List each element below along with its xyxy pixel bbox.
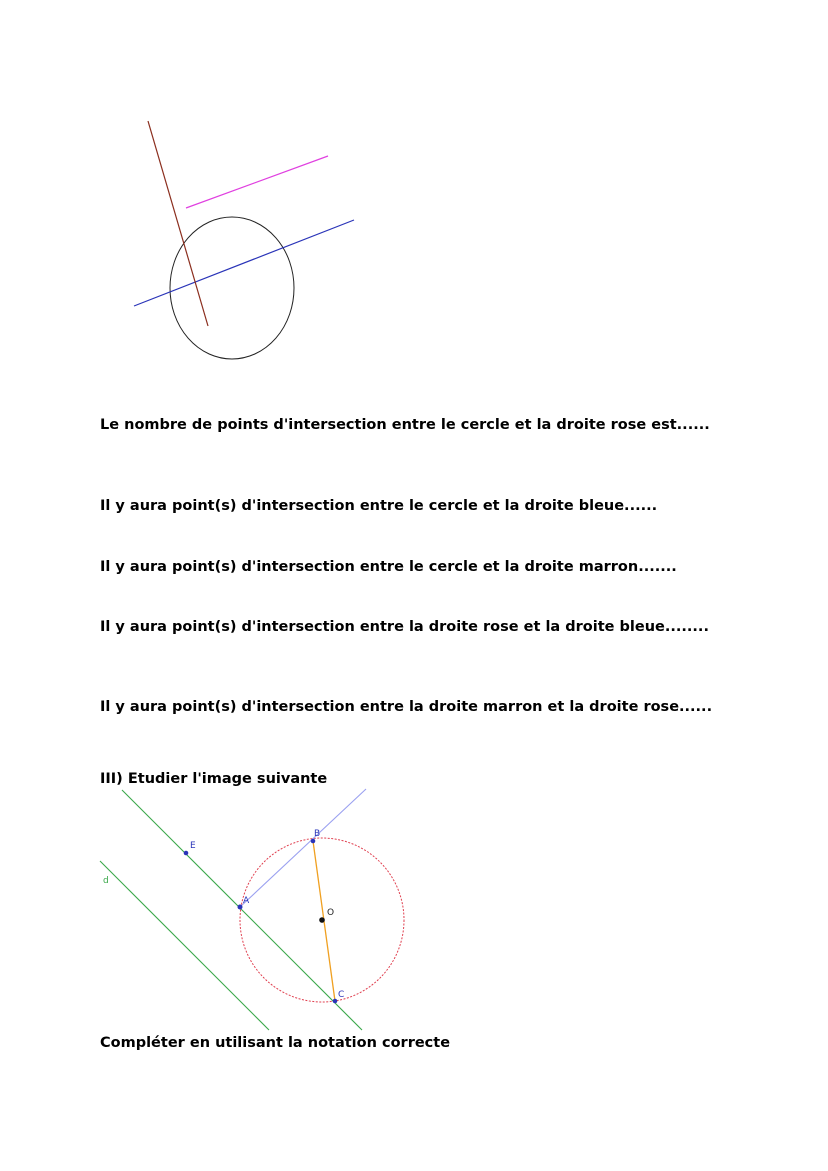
question-5: Il y aura point(s) d'intersection entre la droite marron et la droite rose...... <box>100 699 713 715</box>
instruction-text: Compléter en utilisant la notation correcte <box>100 1035 451 1051</box>
light-blue-line-ab <box>240 789 366 907</box>
section-3-heading: III) Etudier l'image suivante <box>100 771 328 787</box>
point-e <box>184 851 189 856</box>
point-c <box>333 999 338 1004</box>
label-o: O <box>327 908 335 918</box>
label-d: d <box>103 876 109 886</box>
point-b <box>311 839 316 844</box>
question-1: Le nombre de points d'intersection entre le cercle et la droite rose est...... <box>100 417 710 433</box>
label-e: E <box>190 841 196 851</box>
label-a: A <box>243 896 250 906</box>
point-a <box>238 905 243 910</box>
question-4: Il y aura point(s) d'intersection entre la droite rose et la droite bleue........ <box>100 619 709 635</box>
point-o <box>319 917 325 923</box>
question-3: Il y aura point(s) d'intersection entre le cercle et la droite marron....... <box>100 559 677 575</box>
question-2: Il y aura point(s) d'intersection entre le cercle et la droite bleue...... <box>100 498 658 514</box>
label-b: B <box>314 829 321 839</box>
label-c: C <box>338 990 345 1000</box>
